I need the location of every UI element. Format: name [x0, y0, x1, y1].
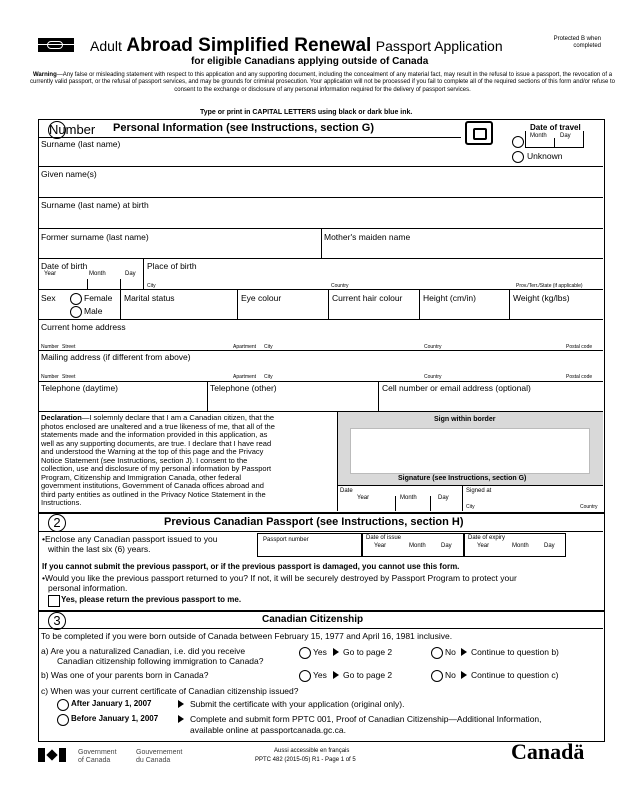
- travel-unknown-label: Unknown: [527, 151, 563, 161]
- before-2007-text-line2: available online at passportcanada.gc.ca.: [190, 725, 346, 735]
- mail-city-label: City: [264, 374, 273, 380]
- signed-at-input[interactable]: [464, 496, 602, 504]
- former-surname-input[interactable]: [38, 243, 320, 258]
- pob-prov-label: Prov./Terr./State (if applicable): [516, 283, 583, 289]
- mail-street-label: Street: [62, 374, 76, 380]
- issue-month-label: Month: [409, 543, 426, 549]
- tel-daytime-label: Telephone (daytime): [41, 383, 119, 393]
- expiry-year-label: Year: [477, 543, 490, 549]
- male-radio[interactable]: [70, 306, 82, 318]
- home-street-label: Street: [62, 344, 76, 350]
- arrow-right-icon: [178, 715, 184, 723]
- question-a-line1: a) Are you a naturalized Canadian, i.e. did you receive: [41, 646, 246, 656]
- section3-title: Canadian Citizenship: [262, 614, 364, 625]
- surname-at-birth-input[interactable]: [38, 211, 603, 228]
- enclose-passport-line1: •Enclose any Canadian passport issued to you: [42, 534, 218, 544]
- weight-label: Weight (kg/lbs): [513, 293, 570, 303]
- tel-other-label: Telephone (other): [210, 383, 277, 393]
- marital-status-input[interactable]: [122, 304, 236, 318]
- given-names-input[interactable]: [38, 180, 603, 197]
- qb-yes-radio[interactable]: [299, 670, 311, 682]
- question-b: b) Was one of your parents born in Canada?: [41, 670, 209, 680]
- section1-number: Number: [49, 122, 96, 137]
- female-radio[interactable]: [70, 293, 82, 305]
- former-surname-label: Former surname (last name): [41, 232, 149, 242]
- section3-number: 3: [48, 612, 66, 630]
- citizenship-intro: To be completed if you were born outside of Canada between February 15, 1977 and April 16, 1981 inclusive.: [41, 631, 453, 641]
- canada-flag-icon: [38, 748, 66, 762]
- question-c: c) When was your current certificate of Canadian citizenship issued?: [41, 686, 299, 696]
- date-of-expiry-label: Date of expiry: [468, 535, 506, 541]
- arrow-right-icon: [333, 648, 339, 656]
- passport-number-label: Passport number: [263, 537, 309, 543]
- plane-icon: [465, 121, 493, 145]
- qa-continue-b: Continue to question b): [471, 647, 559, 657]
- sign-within-border: Sign within border: [434, 416, 496, 423]
- home-number-label: Number: [41, 344, 59, 350]
- signed-at-label: Signed at: [466, 488, 492, 494]
- section1-title: Personal Information (see Instructions, section G): [113, 122, 374, 134]
- given-names-label: Given name(s): [41, 169, 97, 179]
- expiry-month-label: Month: [512, 543, 529, 549]
- arrow-right-icon: [461, 671, 467, 679]
- type-instruction: Type or print in CAPITAL LETTERS using black or dark blue ink.: [200, 109, 413, 116]
- issue-day-label: Day: [441, 543, 452, 549]
- mail-postal-label: Postal code: [566, 374, 593, 380]
- qa-yes-label: Yes: [313, 647, 327, 657]
- qa-yes-radio[interactable]: [299, 647, 311, 659]
- qa-no-label: No: [445, 647, 456, 657]
- date-of-birth-label: Date of birth: [41, 261, 88, 271]
- qb-continue-c: Continue to question c): [471, 670, 559, 680]
- enclose-passport-line2: within the last six (6) years.: [48, 544, 151, 554]
- issue-year-label: Year: [374, 543, 387, 549]
- height-label: Height (cm/in): [423, 293, 476, 303]
- dob-day-label: Day: [125, 271, 136, 277]
- weight-input[interactable]: [511, 304, 602, 318]
- mothers-maiden-input[interactable]: [322, 243, 603, 258]
- qb-yes-label: Yes: [313, 670, 327, 680]
- dob-month-label: Month: [89, 271, 106, 277]
- home-postal-label: Postal code: [566, 344, 593, 350]
- qa-goto-page2: Go to page 2: [343, 647, 393, 657]
- home-city-label: City: [264, 344, 273, 350]
- signed-at-country-label: Country: [580, 504, 598, 510]
- surname-label: Surname (last name): [41, 139, 121, 149]
- form-title: Adult Abroad Simplified Renewal Passport Application: [90, 35, 503, 56]
- arrow-right-icon: [461, 648, 467, 656]
- form-subtitle: for eligible Canadians applying outside of Canada: [191, 56, 429, 67]
- section2-number: 2: [48, 514, 66, 532]
- date-of-issue-label: Date of issue: [366, 535, 402, 541]
- pob-country-label: Country: [331, 283, 349, 289]
- qb-no-label: No: [445, 670, 456, 680]
- before-2007-radio[interactable]: [57, 714, 69, 726]
- sign-date-label: Date: [340, 488, 353, 494]
- eye-colour-input[interactable]: [239, 304, 327, 318]
- sign-date-input[interactable]: [338, 500, 462, 510]
- signature-box[interactable]: [350, 428, 590, 474]
- return-question-line2: personal information.: [48, 583, 128, 593]
- expiry-day-label: Day: [544, 543, 555, 549]
- travel-unknown-radio[interactable]: [512, 151, 524, 163]
- hair-colour-input[interactable]: [330, 304, 418, 318]
- cannot-submit-warning: If you cannot submit the previous passport, or if the previous passport is damaged, you cannot use this form.: [42, 562, 460, 571]
- mailing-address-input[interactable]: [38, 363, 603, 374]
- eye-colour-label: Eye colour: [241, 293, 282, 303]
- date-of-travel-radio[interactable]: [512, 136, 524, 148]
- hair-colour-label: Current hair colour: [332, 293, 403, 303]
- mothers-maiden-label: Mother's maiden name: [324, 232, 411, 242]
- travel-day-label: Day: [560, 133, 571, 139]
- sign-month-label: Month: [400, 495, 417, 501]
- signed-at-city-label: City: [466, 504, 475, 510]
- qa-no-radio[interactable]: [431, 647, 443, 659]
- mail-country-label: Country: [424, 374, 442, 380]
- sign-year-label: Year: [357, 495, 370, 501]
- question-a-line2: Canadian citizenship following immigration to Canada?: [57, 656, 264, 666]
- before-2007-text-line1: Complete and submit form PPTC 001, Proof of Canadian Citizenship—Additional Information,: [190, 714, 542, 724]
- male-label: Male: [84, 306, 103, 316]
- travel-month-label: Month: [530, 133, 547, 139]
- return-passport-checkbox[interactable]: [48, 595, 60, 607]
- place-of-birth-label: Place of birth: [147, 261, 197, 271]
- passport-program-logo: [38, 38, 74, 52]
- mail-number-label: Number: [41, 374, 59, 380]
- protected-b-note: Protected B when completed: [553, 36, 601, 50]
- gov-en-line2: of Canada: [78, 757, 111, 764]
- french-availability: Aussi accessible en français: [274, 748, 350, 754]
- signature-label: Signature (see Instructions, section G): [398, 475, 527, 482]
- surname-input[interactable]: [38, 150, 461, 165]
- qb-no-radio[interactable]: [431, 670, 443, 682]
- after-2007-label: After January 1, 2007: [71, 699, 152, 708]
- after-2007-radio[interactable]: [57, 699, 69, 711]
- tel-daytime-input[interactable]: [38, 394, 206, 411]
- gov-fr-line2: du Canada: [136, 757, 171, 764]
- dob-year-label: Year: [44, 271, 57, 277]
- surname-at-birth-label: Surname (last name) at birth: [41, 200, 149, 210]
- sex-label: Sex: [41, 293, 56, 303]
- return-passport-label: Yes, please return the previous passport to me.: [61, 595, 242, 604]
- canada-wordmark: Canadä: [511, 739, 585, 764]
- home-country-label: Country: [424, 344, 442, 350]
- mail-apartment-label: Apartment: [233, 374, 257, 380]
- declaration-text: Declaration—I solemnly declare that I am a Canadian citizen, that the photos enclosed are unaltered and a true likeness of me, that all of the statements made and the information provided in this application, as well as any supporting documents, are true. I declare that I have read and understood the Warning at the top of this page and the Privacy Notice Statement (see Instructions, section J). I consent to the collection, use and disclosure of my personal information by Passport Program, Citizenship and Immigration Canada, other federal government institutions, Government of Canada offices abroad and third party entities as outlined in the Privacy Notice Statement in the Instructions.: [41, 413, 275, 507]
- marital-status-label: Marital status: [124, 293, 175, 303]
- date-of-birth-input[interactable]: [38, 276, 141, 290]
- after-2007-text: Submit the certificate with your application (original only).: [190, 699, 405, 709]
- female-label: Female: [84, 293, 113, 303]
- arrow-right-icon: [333, 671, 339, 679]
- height-input[interactable]: [421, 304, 508, 318]
- gov-en-line1: Government: [78, 749, 117, 756]
- form-number: PPTC 482 (2015-05) R1 - Page 1 of 5: [255, 757, 356, 763]
- pob-city-label: City: [147, 283, 156, 289]
- home-address-input[interactable]: [38, 333, 603, 344]
- tel-other-input[interactable]: [209, 394, 377, 411]
- warning-paragraph: Warning—Any false or misleading statement with respect to this application and any supporting document, including the concealment of any material fact, may result in the refusal to issue a passport, the revocation of a currently valid passport, or the refusal of passport services, and may be grounds for criminal prosecution. Your application will not be processed if you fail to complete all of the required sections of this form and/or refuse to consent to the exchange or disclosure of any personal information required for the delivery of passport services.: [30, 72, 615, 93]
- mailing-address-label: Mailing address (if different from above): [41, 352, 191, 362]
- gov-fr-line1: Gouvernement: [136, 749, 183, 756]
- cell-email-label: Cell number or email address (optional): [382, 383, 531, 393]
- sign-day-label: Day: [438, 495, 449, 501]
- before-2007-label: Before January 1, 2007: [71, 714, 159, 723]
- arrow-right-icon: [178, 700, 184, 708]
- home-apartment-label: Apartment: [233, 344, 257, 350]
- section2-title: Previous Canadian Passport (see Instructions, section H): [164, 516, 464, 528]
- cell-email-input[interactable]: [380, 394, 602, 411]
- home-address-label: Current home address: [41, 322, 126, 332]
- date-of-travel-label: Date of travel: [530, 123, 581, 132]
- return-question-line1: •Would you like the previous passport returned to you? If not, it will be securely destroyed by Passport Program to protect your: [42, 573, 517, 583]
- qb-goto-page2: Go to page 2: [343, 670, 393, 680]
